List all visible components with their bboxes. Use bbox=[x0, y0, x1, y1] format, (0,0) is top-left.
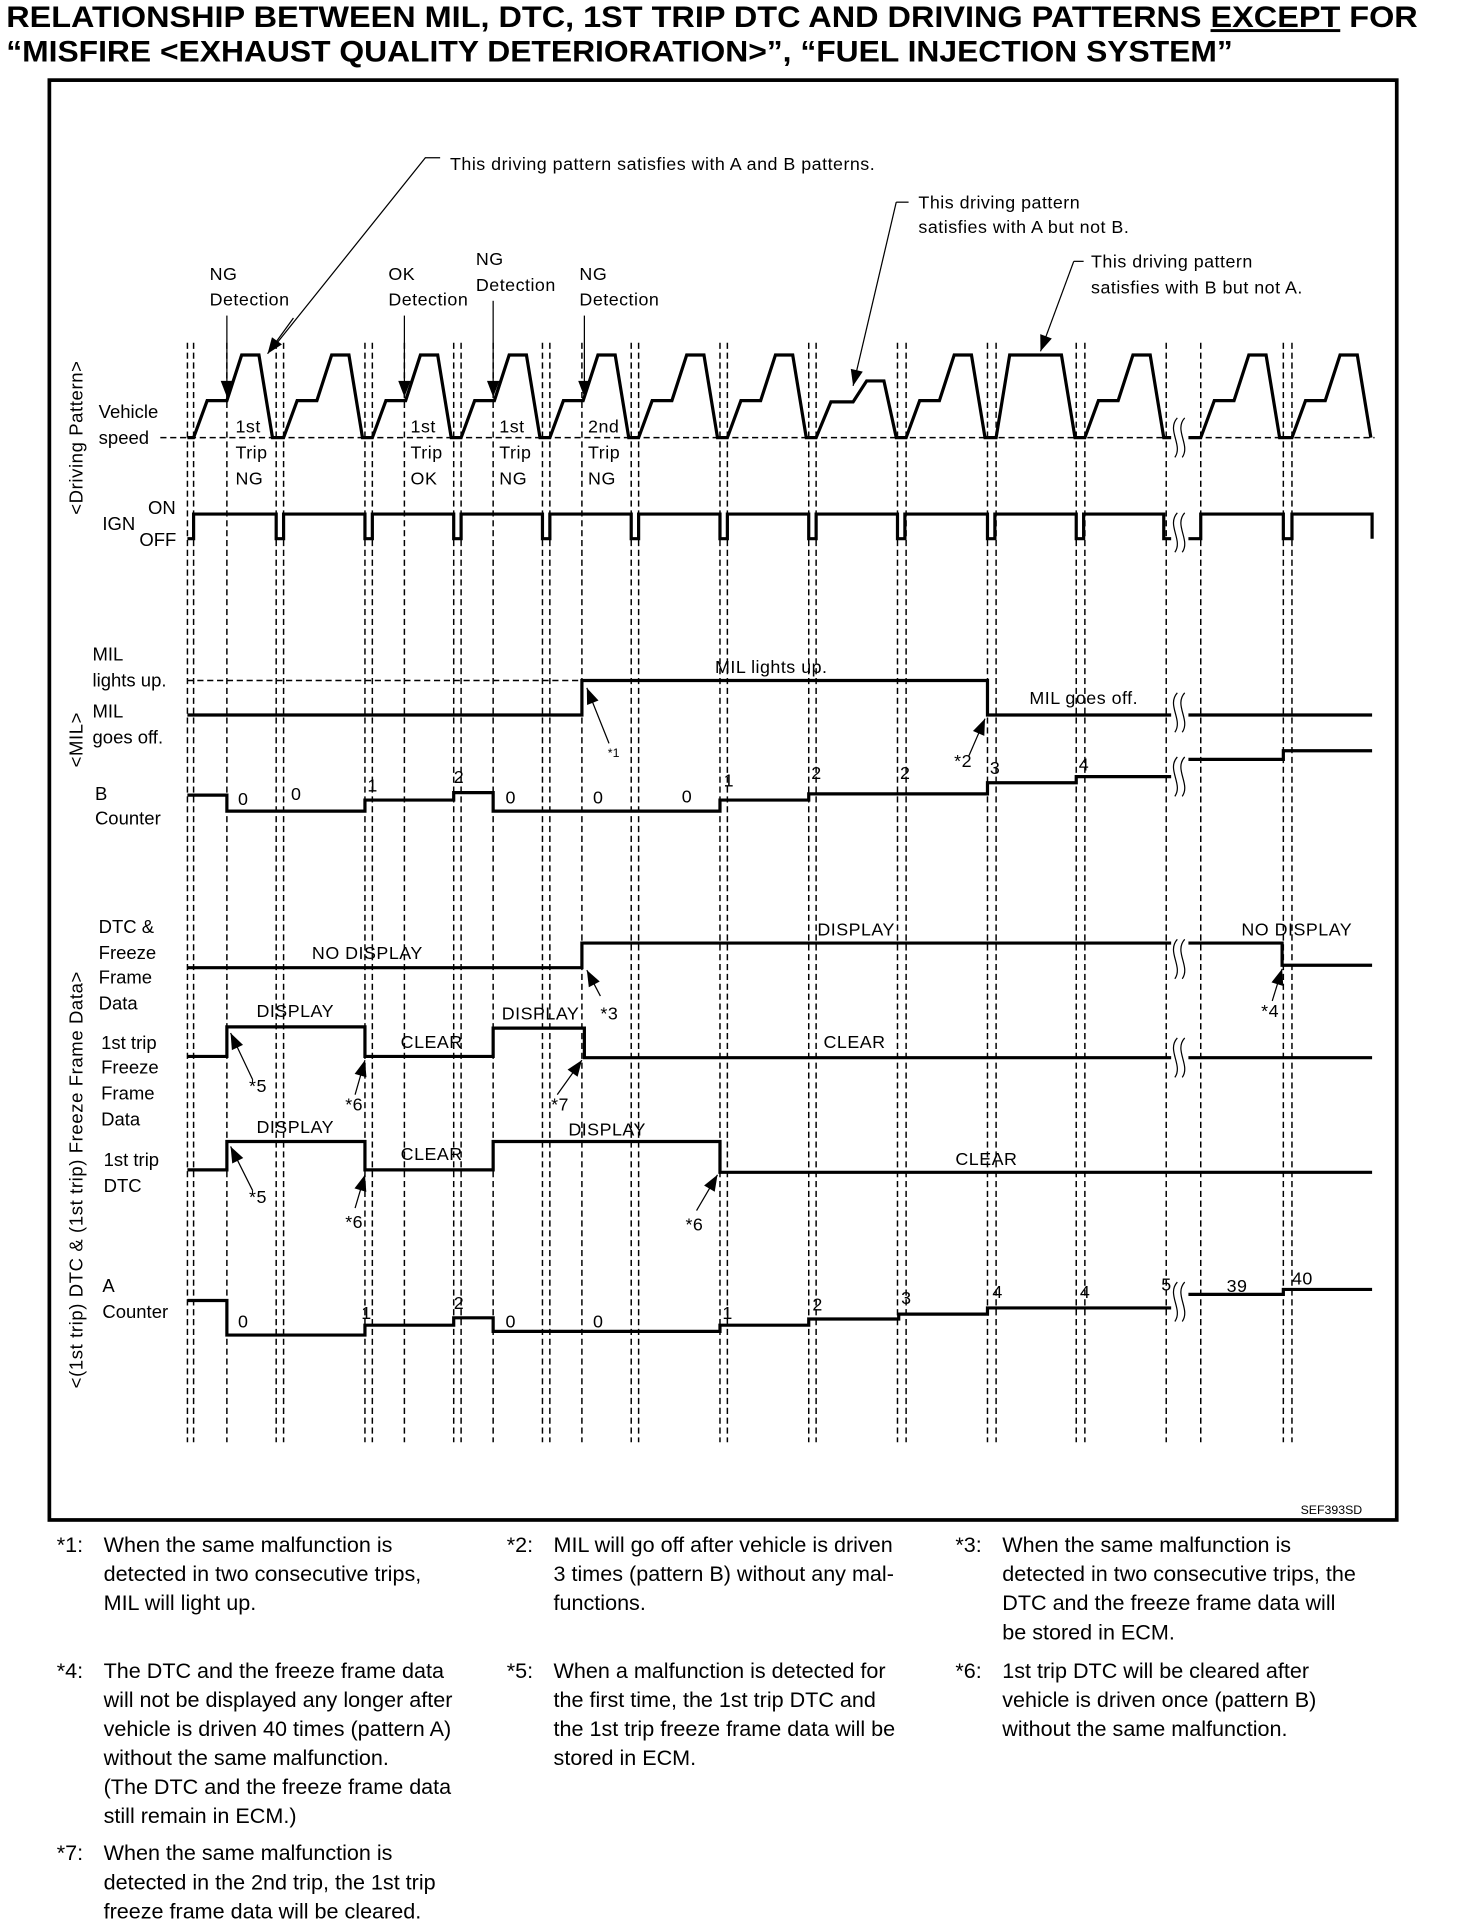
footnote-text: stored in ECM. bbox=[553, 1745, 697, 1771]
b-counter-value: 2 bbox=[899, 763, 911, 784]
footnote-text: detected in the 2nd trip, the 1st trip bbox=[103, 1869, 436, 1895]
trip-result-label: Trip bbox=[410, 442, 443, 463]
annotation-ab-leader bbox=[271, 158, 440, 350]
callout-5-label: *5 bbox=[249, 1076, 267, 1097]
title-except: EXCEPT bbox=[1210, 1, 1329, 35]
footnote-marker: *3: bbox=[955, 1532, 982, 1558]
b-counter-value: 0 bbox=[290, 784, 302, 805]
footnote-text: When the same malfunction is bbox=[1002, 1532, 1292, 1558]
a-counter-value: 0 bbox=[505, 1311, 516, 1332]
footnote-text: MIL will go off after vehicle is driven bbox=[553, 1532, 893, 1558]
a-counter-value: 1 bbox=[722, 1303, 733, 1324]
annotation-b-not-a: This driving pattern bbox=[1091, 251, 1253, 272]
footnote-text: without the same malfunction. bbox=[103, 1745, 389, 1771]
first-trip-ffd-label: Frame bbox=[101, 1082, 155, 1104]
first-trip-ffd-label: 1st trip bbox=[101, 1032, 157, 1054]
annotation-b-not-a-arrowhead-icon bbox=[1040, 334, 1052, 351]
ffd-clear-state: CLEAR bbox=[400, 1031, 463, 1052]
b-counter-value: 4 bbox=[1078, 754, 1090, 775]
footnote-marker: *5: bbox=[506, 1657, 534, 1683]
trip-result-label: NG bbox=[235, 468, 264, 489]
a-counter-value: 2 bbox=[812, 1294, 823, 1315]
section-dtc-ffd: <(1st trip) DTC & (1st trip) Freeze Frame Data> bbox=[65, 971, 87, 1389]
vehicle-speed-label: speed bbox=[98, 426, 150, 448]
footnote-text: 3 times (pattern B) without any mal- bbox=[553, 1561, 894, 1587]
mil-lights-up-state: MIL lights up. bbox=[715, 657, 828, 678]
b-counter-value: 2 bbox=[453, 766, 465, 787]
footnote-text: When a malfunction is detected for bbox=[553, 1657, 886, 1683]
annotation-b-not-a: satisfies with B but not A. bbox=[1091, 277, 1303, 298]
callout-2-label: *2 bbox=[954, 750, 973, 771]
callout-6-arrowhead-icon bbox=[354, 1175, 366, 1192]
dtc-no-display-state: NO DISPLAY bbox=[311, 943, 423, 964]
dtc-display-state: DISPLAY bbox=[817, 919, 895, 940]
dtc-ffd-label: Freeze bbox=[98, 942, 157, 964]
title-line-2: “MISFIRE <EXHAUST QUALITY DETERIORATION>”, “FUEL INJECTION SYSTEM” bbox=[6, 35, 1233, 69]
callout-6-label: *6 bbox=[345, 1094, 364, 1115]
trip-result-label: Trip bbox=[235, 442, 268, 463]
footnote-text: MIL will light up. bbox=[103, 1590, 257, 1616]
footnote-marker: *7: bbox=[56, 1840, 84, 1866]
detection-label: OK bbox=[388, 263, 416, 284]
detection-label: Detection bbox=[475, 274, 556, 295]
title-post: FOR bbox=[1340, 1, 1411, 35]
trip-result-label: NG bbox=[499, 468, 528, 489]
first-trip-dtc-signal bbox=[187, 1142, 1372, 1173]
a-counter-value: 0 bbox=[237, 1311, 249, 1332]
callout-7-arrowhead-icon bbox=[568, 1060, 582, 1077]
title-pre: RELATIONSHIP BETWEEN MIL, DTC, 1ST TRIP DTC AND DRIVING PATTERNS bbox=[6, 1, 1106, 35]
annotation-a-not-b-line bbox=[853, 202, 896, 386]
detection-label: Detection bbox=[579, 289, 660, 310]
ign-waveform bbox=[187, 514, 1372, 539]
footnote-text: detected in two consecutive trips, the bbox=[1002, 1561, 1356, 1587]
section-driving-pattern: <Driving Pattern> bbox=[65, 360, 87, 515]
callout-4-arrowhead-icon bbox=[1271, 969, 1283, 986]
a-counter-label: A bbox=[102, 1274, 115, 1296]
b-counter-value: 0 bbox=[593, 787, 604, 808]
a-counter-value: 2 bbox=[453, 1293, 465, 1314]
b-counter-label: Counter bbox=[94, 807, 161, 829]
mil-lights-up-label: MIL bbox=[92, 643, 124, 665]
mil-lights-up-label: lights up. bbox=[92, 669, 167, 691]
callout-1-label: *1 bbox=[607, 745, 620, 760]
a-counter-label: Counter bbox=[102, 1300, 169, 1322]
first-dtc-clear-state: CLEAR bbox=[400, 1144, 463, 1165]
a-counter-value: 1 bbox=[361, 1303, 372, 1324]
first-trip-dtc-label: DTC bbox=[103, 1175, 142, 1197]
callout-2-arrowhead-icon bbox=[973, 719, 985, 736]
mil-goes-off-label: MIL bbox=[92, 700, 124, 722]
ign-off-label: OFF bbox=[139, 529, 177, 551]
footnote-text: functions. bbox=[553, 1590, 646, 1616]
b-counter-value: 0 bbox=[505, 787, 516, 808]
footnote-text: be stored in ECM. bbox=[1002, 1619, 1175, 1645]
callout-5-label: *5 bbox=[249, 1187, 267, 1208]
footnote-text: (The DTC and the freeze frame data bbox=[103, 1774, 452, 1800]
b-counter-label: B bbox=[94, 783, 108, 805]
a-counter-value: 40 bbox=[1291, 1268, 1313, 1289]
first-trip-ffd-label: Data bbox=[101, 1108, 141, 1130]
callout-4-label: *4 bbox=[1261, 1001, 1280, 1022]
footnote-text: will not be displayed any longer after bbox=[103, 1686, 453, 1712]
callout-6-arrowhead-icon bbox=[355, 1060, 367, 1077]
b-counter-value: 2 bbox=[811, 763, 822, 784]
callout-6-arrowhead-icon bbox=[704, 1175, 717, 1192]
callout-6-label: *6 bbox=[685, 1214, 704, 1235]
first-dtc-clear-state: CLEAR bbox=[955, 1148, 1018, 1169]
footnote-text: 1st trip DTC will be cleared after bbox=[1002, 1657, 1310, 1683]
trip-result-label: 1st bbox=[499, 416, 525, 437]
a-counter-value: 39 bbox=[1226, 1275, 1248, 1296]
a-counter-value: 5 bbox=[1161, 1274, 1172, 1295]
footnote-text: DTC and the freeze frame data will bbox=[1002, 1590, 1336, 1616]
a-counter-value: 0 bbox=[593, 1311, 604, 1332]
ffd-clear-state: CLEAR bbox=[823, 1031, 886, 1052]
trip-result-label: Trip bbox=[588, 442, 621, 463]
detection-arrowhead-icon bbox=[578, 381, 590, 397]
a-counter-value: 4 bbox=[992, 1282, 1003, 1303]
first-trip-ffd-signal bbox=[187, 1027, 1372, 1058]
trip-result-label: NG bbox=[588, 468, 616, 489]
annotation-a-not-b-arrowhead-icon bbox=[851, 369, 863, 386]
callout-7-label: *7 bbox=[551, 1094, 569, 1115]
ign-on-label: ON bbox=[147, 497, 176, 519]
dtc-no-display-state: NO DISPLAY bbox=[1241, 919, 1353, 940]
b-counter-value: 0 bbox=[237, 788, 249, 809]
first-dtc-display-state: DISPLAY bbox=[256, 1116, 335, 1137]
mil-goes-off-label: goes off. bbox=[92, 726, 164, 748]
title-line-1 bbox=[6, 1, 1417, 34]
first-trip-ffd-label: Freeze bbox=[101, 1056, 159, 1078]
footnote-text: the 1st trip freeze frame data will be bbox=[553, 1715, 896, 1741]
dtc-ffd-label: Data bbox=[98, 992, 138, 1014]
trip-result-label: 1st bbox=[410, 416, 436, 437]
dtc-ffd-label: Frame bbox=[98, 966, 153, 988]
trip-result-label: OK bbox=[410, 468, 438, 489]
section-mil: <MIL> bbox=[65, 711, 87, 768]
trip-result-label: 2nd bbox=[588, 416, 620, 437]
callout-3-arrowhead-icon bbox=[587, 970, 600, 987]
footnote-text: without the same malfunction. bbox=[1002, 1715, 1288, 1741]
annotation-a-not-b: satisfies with A but not B. bbox=[918, 216, 1130, 237]
callout-6-label: *6 bbox=[345, 1211, 364, 1232]
b-counter-value: 3 bbox=[989, 758, 1001, 779]
footnote-marker: *1: bbox=[56, 1532, 84, 1558]
annotation-a-and-b: This driving pattern satisfies with A and B patterns. bbox=[450, 154, 876, 175]
ffd-display-state: DISPLAY bbox=[256, 1001, 335, 1022]
trip-result-label: Trip bbox=[499, 442, 532, 463]
ffd-display-state: DISPLAY bbox=[501, 1003, 580, 1024]
footnote-marker: *4: bbox=[56, 1657, 84, 1683]
dtc-ffd-label: DTC & bbox=[98, 916, 155, 938]
detection-label: NG bbox=[475, 249, 504, 270]
footnote-text: detected in two consecutive trips, bbox=[103, 1561, 422, 1587]
footnote-text: When the same malfunction is bbox=[103, 1840, 393, 1866]
footnote-text: When the same malfunction is bbox=[103, 1532, 393, 1558]
b-counter-value: 1 bbox=[367, 775, 378, 796]
a-counter-value: 4 bbox=[1079, 1282, 1091, 1303]
footnote-marker: *2: bbox=[506, 1532, 534, 1558]
footnote-marker: *6: bbox=[955, 1657, 982, 1683]
figure-id: SEF393SD bbox=[1300, 1502, 1363, 1517]
detection-label: NG bbox=[209, 263, 238, 284]
footnote-text: The DTC and the freeze frame data bbox=[103, 1657, 444, 1683]
callout-5-arrowhead-icon bbox=[231, 1146, 244, 1163]
first-dtc-display-state: DISPLAY bbox=[568, 1119, 646, 1140]
footnote-text: the first time, the 1st trip DTC and bbox=[553, 1686, 876, 1712]
footnote-text: freeze frame data will be cleared. bbox=[103, 1898, 422, 1924]
annotation-a-not-b: This driving pattern bbox=[918, 192, 1081, 213]
detection-label: Detection bbox=[209, 289, 290, 310]
ign-label: IGN bbox=[102, 513, 136, 535]
detection-label: Detection bbox=[388, 289, 469, 310]
footnote-text: vehicle is driven 40 times (pattern A) bbox=[103, 1715, 452, 1741]
callout-3-label: *3 bbox=[600, 1003, 619, 1024]
b-counter-value: 0 bbox=[681, 786, 693, 807]
b-counter-value: 1 bbox=[723, 770, 735, 791]
detection-label: NG bbox=[579, 263, 608, 284]
first-trip-dtc-label: 1st trip bbox=[103, 1149, 160, 1171]
callout-5-arrowhead-icon bbox=[231, 1033, 243, 1050]
callout-1-arrowhead-icon bbox=[587, 688, 599, 705]
vehicle-speed-label: Vehicle bbox=[98, 400, 159, 422]
mil-goes-off-state: MIL goes off. bbox=[1029, 687, 1139, 708]
footnote-text: vehicle is driven once (pattern B) bbox=[1002, 1686, 1317, 1712]
a-counter-value: 3 bbox=[901, 1288, 912, 1309]
trip-result-label: 1st bbox=[235, 416, 261, 437]
footnote-text: still remain in ECM.) bbox=[103, 1803, 297, 1829]
